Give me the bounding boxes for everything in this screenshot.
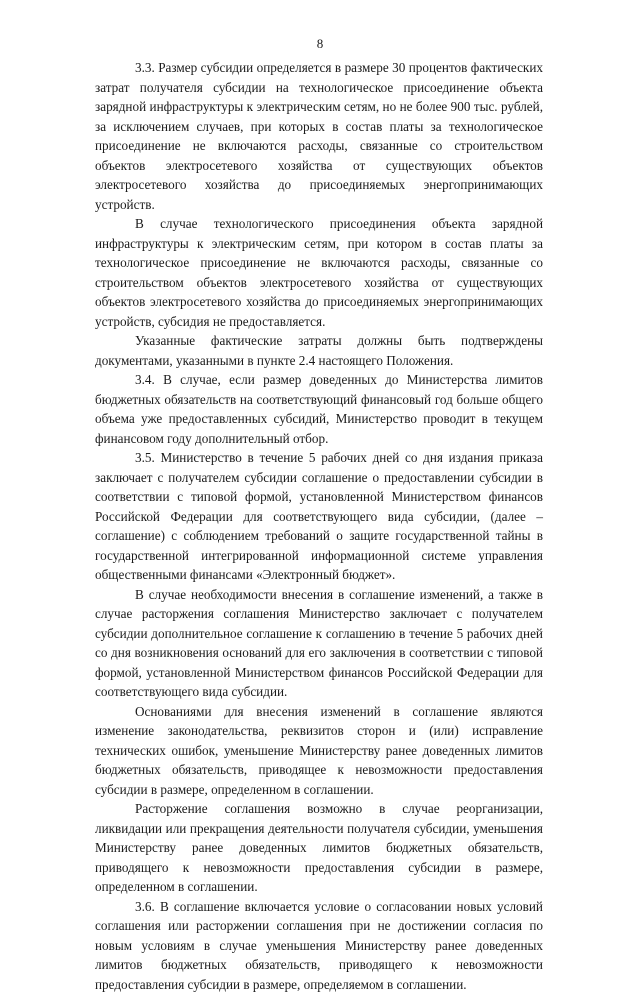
paragraph-3-5-amendments: В случае необходимости внесения в соглашение изменений, а также в случае расторжения соглашения Министерство заключает с получателем субсидии дополнительное соглашение к соглашению в течение 5 рабочих дней со дня возникновения оснований для его заключения в соответствии с типовой формой, установленной Министерством финансов Российской Федерации для соответствующего вида субсидии. bbox=[95, 585, 543, 702]
paragraph-3-4: 3.4. В случае, если размер доведенных до Министерства лимитов бюджетных обязательств на соответствующий финансовый год больше общего объема уже предоставленных субсидий, Министерство проводит в текущем финансовом году дополнительный отбор. bbox=[95, 370, 543, 448]
paragraph-3-3: 3.3. Размер субсидии определяется в размере 30 процентов фактических затрат получателя субсидии на технологическое присоединение объекта зарядной инфраструктуры к электрическим сетям, но не более 900 тыс. рублей, за исключением случаев, при которых в состав платы за технологическое присоединение не включаются расходы, связанные со строительством объектов электросетевого хозяйства от существующих объектов электросетевого хозяйства до присоединяемых энергопринимающих устройств. bbox=[95, 58, 543, 214]
paragraph-3-5-grounds: Основаниями для внесения изменений в соглашение являются изменение законодательства, реквизитов сторон и (или) исправление технических ошибок, уменьшение Министерству ранее доведенных лимитов бюджетных обязательств, приводящее к невозможности предоставления субсидии в размере, определенном в соглашении. bbox=[95, 702, 543, 800]
paragraph-3-3-exception: В случае технологического присоединения объекта зарядной инфраструктуры к электрическим сетям, при котором в состав платы за технологическое присоединение не включаются расходы, связанные со строительством объектов электросетевого хозяйства от существующих объектов электросетевого хозяйства до присоединяемых энергопринимающих устройств, субсидия не предоставляется. bbox=[95, 214, 543, 331]
paragraph-3-5: 3.5. Министерство в течение 5 рабочих дней со дня издания приказа заключает с получателем субсидии соглашение о предоставлении субсидии в соответствии с типовой формой, установленной Министерством финансов Российской Федерации для соответствующего вида субсидии, (далее – соглашение) с соблюдением требований о защите государственной тайны в государственной интегрированной информационной системе управления общественными финансами «Электронный бюджет». bbox=[95, 448, 543, 585]
paragraph-3-6: 3.6. В соглашение включается условие о согласовании новых условий соглашения или расторжении соглашения при не достижении согласия по новым условиям в случае уменьшения Министерству ранее доведенных лимитов бюджетных обязательств, приводящего к невозможности предоставления субсидии в размере, определяемом в соглашении. bbox=[95, 897, 543, 994]
page-number: 8 bbox=[0, 36, 640, 52]
paragraph-3-3-documents: Указанные фактические затраты должны быть подтверждены документами, указанными в пункте 2.4 настоящего Положения. bbox=[95, 331, 543, 370]
document-body bbox=[95, 58, 543, 994]
paragraph-3-5-termination: Расторжение соглашения возможно в случае реорганизации, ликвидации или прекращения деятельности получателя субсидии, уменьшения Министерству ранее доведенных лимитов бюджетных обязательств, приводящего к невозможности предоставления субсидии в размере, определенном в соглашении. bbox=[95, 799, 543, 897]
